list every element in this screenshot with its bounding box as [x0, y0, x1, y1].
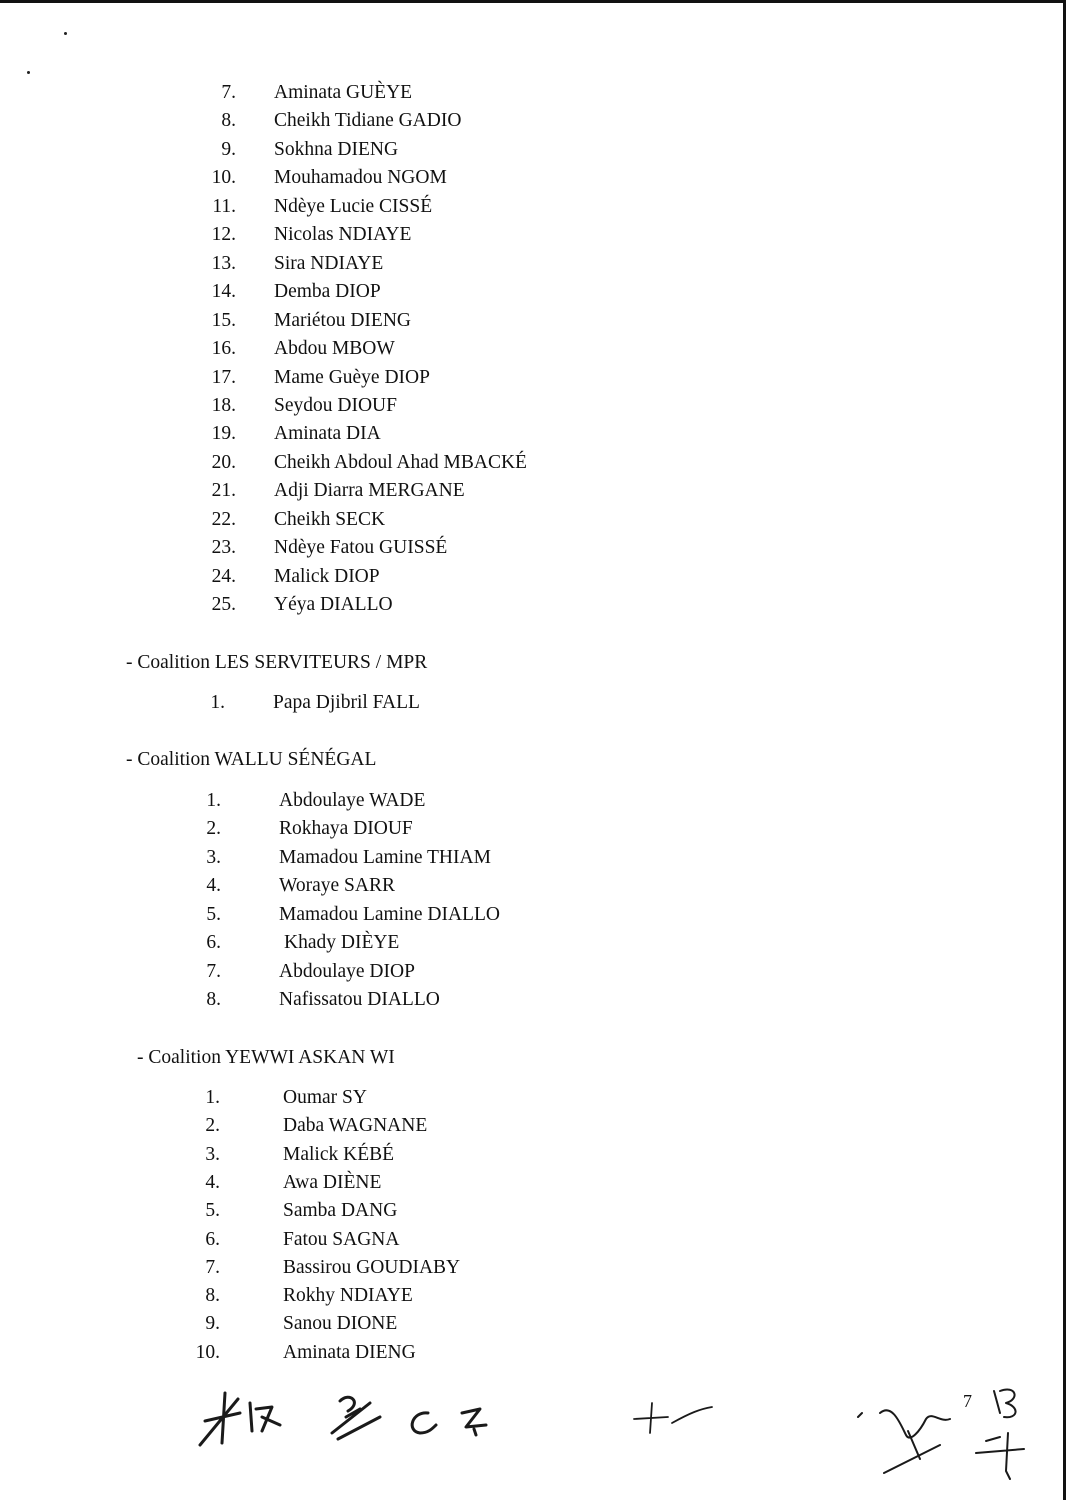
coalition-heading-serviteurs: - Coalition LES SERVITEURS / MPR [126, 652, 428, 673]
member-row [0, 221, 900, 249]
item-number: 8. [205, 1285, 220, 1307]
member-row [0, 929, 900, 957]
member-row [0, 1141, 900, 1169]
member-row [0, 477, 900, 505]
item-number: 11. [212, 195, 236, 217]
scan-speck [27, 71, 30, 74]
page-number: 7 [963, 1391, 972, 1411]
item-number: 25. [211, 594, 236, 616]
member-name: Abdoulaye WADE [279, 790, 426, 811]
member-name: Yéya DIALLO [274, 594, 393, 616]
member-name: Mame Guèye DIOP [274, 366, 430, 388]
item-number: 7. [206, 960, 221, 982]
member-name: Sira NDIAYE [274, 252, 384, 274]
coalition-heading-yewwi: - Coalition YEWWI ASKAN WI [137, 1047, 395, 1068]
item-number: 5. [206, 903, 221, 925]
member-name: Ndèye Lucie CISSÉ [274, 195, 433, 217]
member-row [0, 1169, 900, 1197]
member-row [0, 136, 900, 164]
item-number: 1. [206, 790, 221, 811]
item-number: 1. [205, 1087, 220, 1108]
signature-3 [412, 1413, 436, 1433]
member-name: Woraye SARR [279, 875, 395, 897]
signatures-area [0, 1373, 1070, 1493]
item-number: 9. [205, 1313, 220, 1335]
member-name: Aminata DIENG [283, 1341, 416, 1363]
member-row [0, 787, 900, 815]
member-row [0, 193, 900, 221]
member-name: Abdoulaye DIOP [279, 960, 415, 982]
coalition-heading-wallu: - Coalition WALLU SÉNÉGAL [126, 749, 377, 770]
item-number: 21. [211, 480, 236, 502]
member-name: Ndèye Fatou GUISSÉ [274, 537, 448, 559]
member-row [0, 534, 900, 562]
scan-speck [64, 32, 67, 35]
item-number: 15. [211, 309, 236, 331]
member-name: Malick DIOP [274, 565, 380, 587]
member-name: Oumar SY [283, 1087, 367, 1108]
member-name: Daba WAGNANE [283, 1115, 428, 1137]
member-row [0, 1310, 900, 1338]
member-row [0, 563, 900, 591]
member-row [0, 335, 900, 363]
item-number: 3. [205, 1143, 220, 1165]
member-row [0, 958, 900, 986]
item-number: 4. [205, 1171, 220, 1193]
member-row [0, 107, 900, 135]
item-number: 13. [211, 252, 236, 274]
item-number: 2. [205, 1115, 220, 1137]
member-row [0, 79, 900, 107]
member-row [0, 1084, 900, 1112]
member-name: Nicolas NDIAYE [274, 224, 412, 246]
member-name: Cheikh SECK [274, 508, 386, 530]
member-name: Sanou DIONE [283, 1313, 398, 1335]
item-number: 16. [211, 338, 236, 360]
member-name: Sokhna DIENG [274, 138, 399, 160]
item-number: 22. [211, 508, 236, 530]
member-name: Fatou SAGNA [283, 1228, 400, 1250]
item-number: 8. [206, 989, 221, 1011]
item-number: 5. [205, 1200, 220, 1222]
member-name: Seydou DIOUF [274, 394, 397, 416]
member-name: Papa Djibril FALL [273, 692, 420, 713]
signature-4 [462, 1409, 486, 1435]
member-row [0, 364, 900, 392]
item-number: 6. [206, 932, 221, 954]
signature-7 [976, 1390, 1024, 1479]
member-name: Cheikh Abdoul Ahad MBACKÉ [274, 451, 527, 473]
member-row [0, 164, 900, 192]
member-name: Samba DANG [283, 1200, 398, 1222]
member-row [0, 986, 900, 1014]
member-row [0, 307, 900, 335]
member-name: Nafissatou DIALLO [279, 989, 440, 1011]
item-number: 7. [221, 82, 236, 103]
member-row [0, 278, 900, 306]
member-row [0, 844, 900, 872]
member-row [0, 689, 900, 717]
item-number: 1. [210, 692, 225, 713]
member-name: Abdou MBOW [274, 338, 395, 360]
item-number: 4. [206, 875, 221, 897]
member-name: Mariétou DIENG [274, 309, 412, 331]
signature-5 [634, 1403, 712, 1433]
member-row [0, 1282, 900, 1310]
member-name: Khady DIÈYE [284, 932, 400, 954]
member-name: Aminata DIA [274, 423, 381, 445]
item-number: 10. [211, 167, 236, 189]
item-number: 23. [211, 537, 236, 559]
member-row [0, 815, 900, 843]
member-row [0, 1112, 900, 1140]
member-row [0, 872, 900, 900]
item-number: 8. [221, 110, 236, 132]
item-number: 18. [211, 394, 236, 416]
member-name: Aminata GUÈYE [274, 82, 413, 103]
member-row [0, 1339, 900, 1367]
item-number: 17. [211, 366, 236, 388]
member-row [0, 392, 900, 420]
member-row [0, 506, 900, 534]
signature-6 [858, 1410, 950, 1473]
item-number: 7. [205, 1256, 220, 1278]
member-row [0, 420, 900, 448]
item-number: 20. [211, 451, 236, 473]
member-row [0, 591, 900, 619]
member-name: Awa DIÈNE [283, 1171, 382, 1193]
member-name: Mamadou Lamine THIAM [279, 846, 491, 868]
member-name: Adji Diarra MERGANE [274, 480, 465, 502]
member-row [0, 1197, 900, 1225]
item-number: 12. [211, 224, 236, 246]
item-number: 3. [206, 846, 221, 868]
member-name: Rokhy NDIAYE [283, 1285, 413, 1307]
member-row [0, 449, 900, 477]
member-name: Mouhamadou NGOM [274, 167, 447, 189]
item-number: 9. [221, 138, 236, 160]
item-number: 2. [206, 818, 221, 840]
member-row [0, 1254, 900, 1282]
member-name: Malick KÉBÉ [283, 1143, 395, 1165]
member-row [0, 250, 900, 278]
member-name: Mamadou Lamine DIALLO [279, 903, 500, 925]
signature-2 [332, 1397, 380, 1439]
item-number: 14. [211, 281, 236, 303]
member-name: Demba DIOP [274, 281, 381, 303]
item-number: 19. [211, 423, 236, 445]
member-row [0, 1226, 900, 1254]
member-name: Cheikh Tidiane GADIO [274, 110, 462, 132]
item-number: 10. [195, 1341, 220, 1363]
signature-1 [200, 1393, 280, 1445]
member-row [0, 901, 900, 929]
member-name: Rokhaya DIOUF [279, 818, 413, 840]
item-number: 6. [205, 1228, 220, 1250]
member-name: Bassirou GOUDIABY [283, 1256, 461, 1278]
item-number: 24. [211, 565, 236, 587]
